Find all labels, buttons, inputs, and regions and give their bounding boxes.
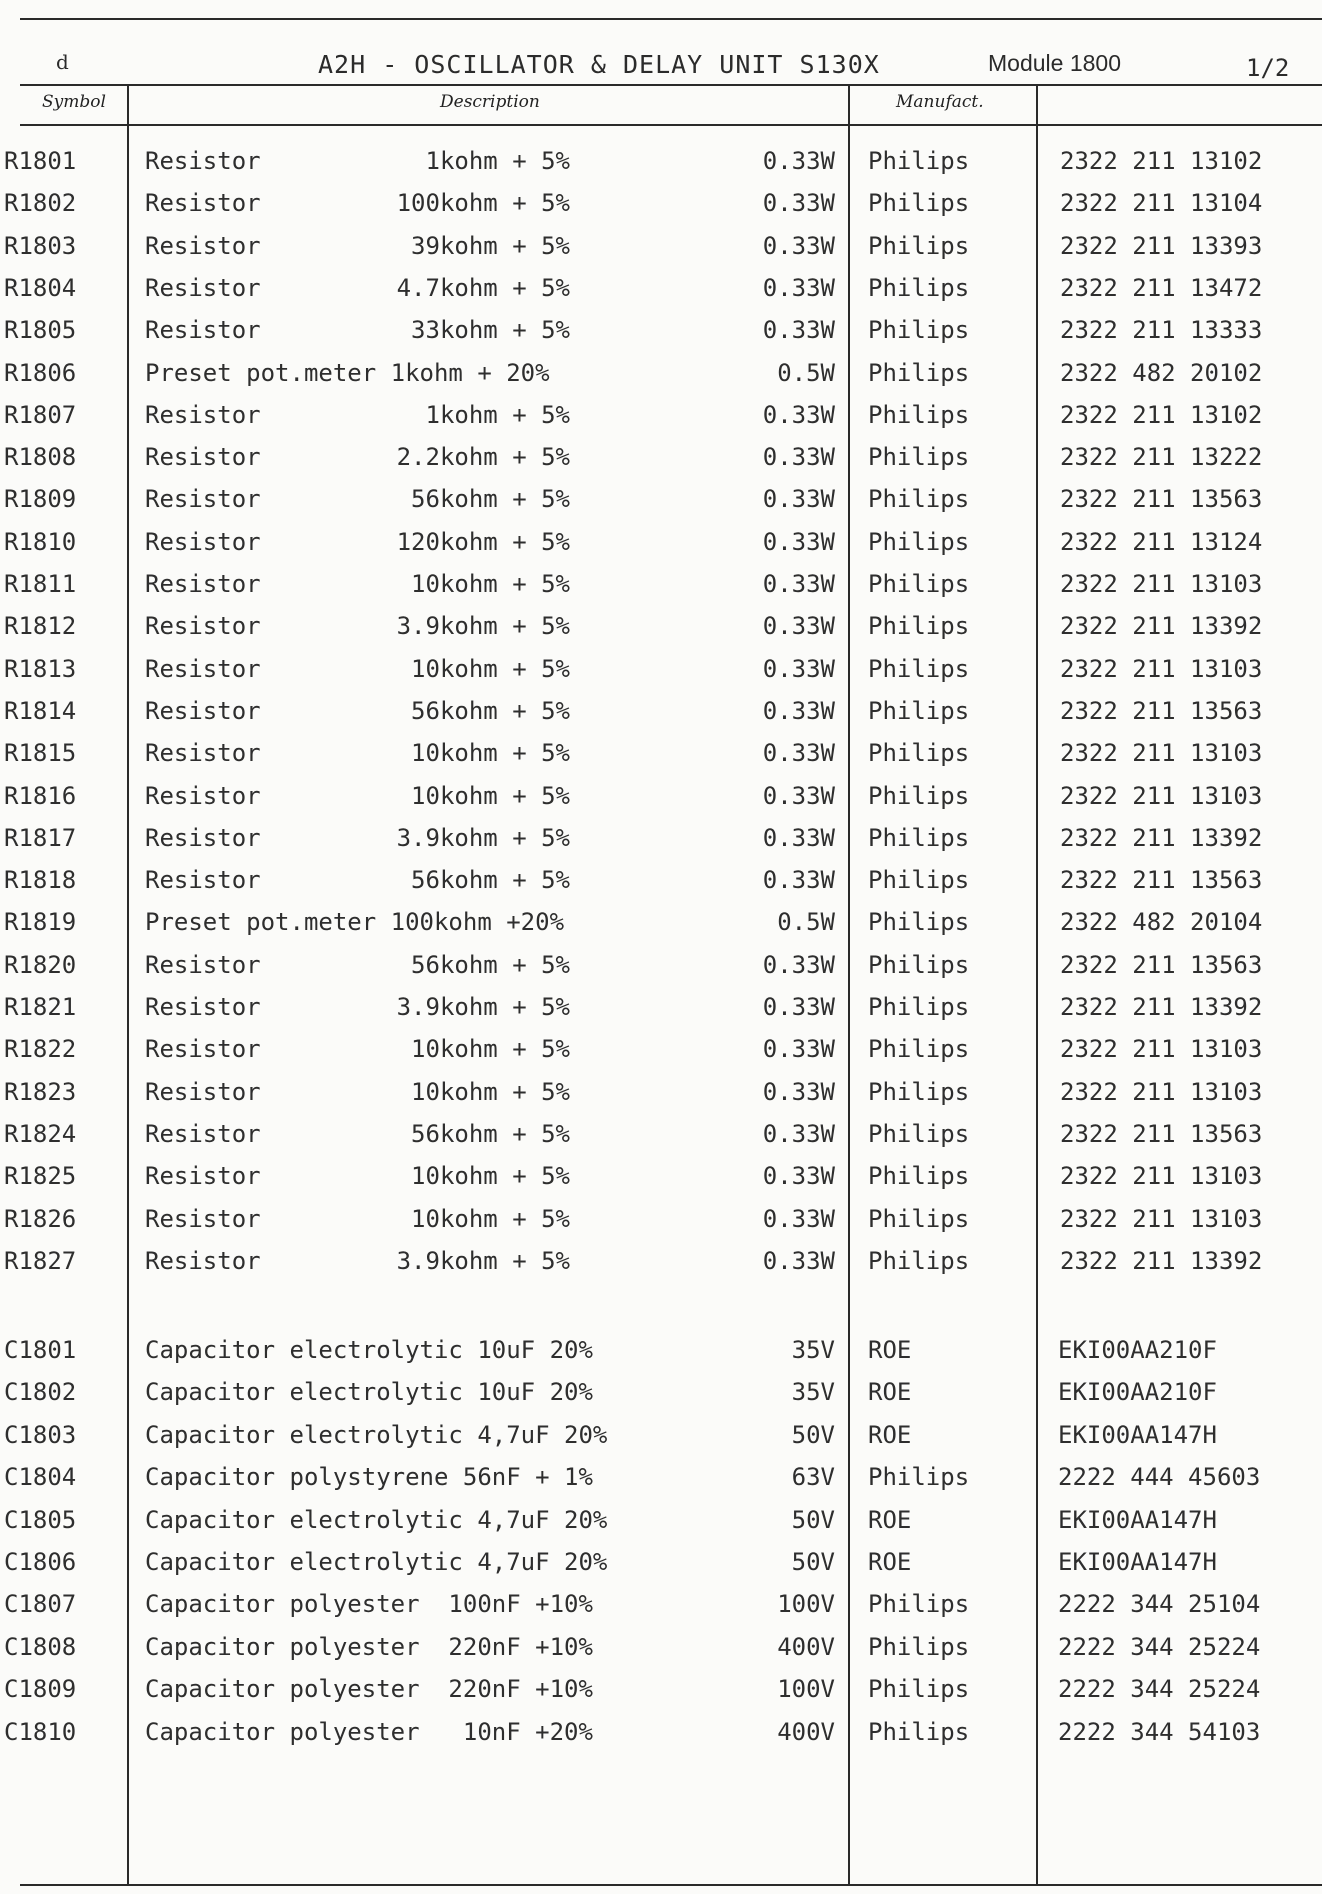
part-value: 1kohm + 5% — [425, 147, 570, 175]
part-row — [0, 780, 1322, 822]
part-symbol: R1804 — [4, 273, 77, 302]
part-row — [0, 610, 1322, 652]
part-manufacturer: Philips — [868, 358, 970, 387]
part-row — [0, 483, 1322, 525]
part-manufacturer: Philips — [868, 1675, 970, 1704]
part-value: 33kohm + 5% — [411, 316, 570, 345]
part-manufacturer: Philips — [868, 1717, 970, 1746]
part-rating: 0.33W — [762, 316, 835, 345]
part-code: 2322 211 13102 — [1060, 147, 1263, 175]
part-value: 39kohm + 5% — [411, 231, 570, 260]
part-row — [0, 1419, 1322, 1461]
part-type: Resistor — [145, 189, 261, 218]
part-code: 2222 344 54103 — [1058, 1717, 1261, 1746]
part-symbol: R1823 — [4, 1077, 77, 1106]
part-description: Capacitor polyester 100nF +10% — [145, 1590, 593, 1619]
part-symbol: C1802 — [4, 1378, 77, 1407]
part-manufacturer: Philips — [868, 781, 970, 810]
part-value: 10kohm + 5% — [411, 781, 570, 810]
part-value: 10kohm + 5% — [411, 1035, 570, 1064]
part-symbol: C1806 — [4, 1548, 77, 1576]
part-rating: 0.33W — [762, 696, 835, 725]
part-manufacturer: Philips — [868, 739, 970, 768]
part-manufacturer: Philips — [868, 1463, 970, 1492]
part-type: Resistor — [145, 1246, 261, 1275]
part-code: EKI00AA147H — [1058, 1505, 1217, 1534]
part-value: 4.7kohm + 5% — [396, 273, 570, 302]
part-type: Resistor — [145, 485, 261, 514]
part-symbol: R1822 — [4, 1035, 77, 1064]
part-symbol: R1816 — [4, 781, 77, 810]
part-row — [0, 399, 1322, 441]
part-value: 56kohm + 5% — [411, 485, 570, 514]
part-manufacturer: Philips — [868, 443, 970, 472]
part-row — [0, 949, 1322, 991]
part-manufacturer: ROE — [868, 1378, 912, 1407]
part-manufacturer: Philips — [868, 527, 970, 556]
part-type: Resistor — [145, 823, 261, 852]
part-code: 2222 344 25224 — [1058, 1675, 1261, 1704]
part-manufacturer: Philips — [868, 485, 970, 514]
part-value: 10kohm + 5% — [411, 654, 570, 683]
part-row — [0, 272, 1322, 314]
part-code: 2322 211 13103 — [1060, 781, 1263, 810]
part-type: Resistor — [145, 316, 261, 345]
part-symbol: R1810 — [4, 527, 77, 556]
part-value: 3.9kohm + 5% — [396, 823, 570, 852]
part-code: 2322 482 20104 — [1060, 908, 1263, 937]
part-rating: 35V — [791, 1378, 835, 1407]
part-rating: 0.33W — [762, 993, 835, 1021]
part-manufacturer: ROE — [868, 1548, 912, 1576]
part-value: 56kohm + 5% — [411, 1119, 570, 1148]
part-row — [0, 1245, 1322, 1287]
part-manufacturer: Philips — [868, 316, 970, 345]
part-value: 3.9kohm + 5% — [396, 993, 570, 1021]
part-rating: 100V — [777, 1590, 835, 1619]
part-rating: 0.33W — [762, 950, 835, 979]
part-type: Resistor — [145, 443, 261, 472]
part-code: 2322 211 13393 — [1060, 231, 1263, 260]
part-code: 2222 444 45603 — [1058, 1463, 1261, 1492]
part-code: 2222 344 25104 — [1058, 1590, 1261, 1619]
part-rating: 0.33W — [762, 443, 835, 472]
part-rating: 0.33W — [762, 147, 835, 175]
part-row — [0, 1673, 1322, 1715]
part-manufacturer: Philips — [868, 1119, 970, 1148]
part-manufacturer: Philips — [868, 950, 970, 979]
part-rating: 0.5W — [777, 358, 835, 387]
part-type: Preset pot.meter 100kohm +20% — [145, 908, 565, 937]
part-row — [0, 653, 1322, 695]
part-symbol: C1801 — [4, 1336, 77, 1364]
part-manufacturer: Philips — [868, 612, 970, 641]
part-code: 2322 211 13103 — [1060, 739, 1263, 768]
part-row — [0, 695, 1322, 737]
part-rating: 0.33W — [762, 1204, 835, 1233]
part-value: 56kohm + 5% — [411, 866, 570, 895]
part-symbol: R1824 — [4, 1119, 77, 1148]
part-rating: 0.33W — [762, 866, 835, 895]
part-value: 100kohm + 5% — [396, 189, 570, 218]
part-row — [0, 1203, 1322, 1245]
part-type: Resistor — [145, 147, 261, 175]
part-symbol: C1808 — [4, 1632, 77, 1661]
part-value: 10kohm + 5% — [411, 739, 570, 768]
module-label: Module 1800 — [988, 50, 1121, 76]
bottom-rule — [20, 1884, 1322, 1886]
part-value: 120kohm + 5% — [396, 527, 570, 556]
part-rating: 35V — [791, 1336, 835, 1364]
part-row — [0, 906, 1322, 948]
part-symbol: C1810 — [4, 1717, 77, 1746]
part-symbol: R1815 — [4, 739, 77, 768]
part-row — [0, 822, 1322, 864]
column-header-symbol: Symbol — [42, 92, 106, 112]
part-manufacturer: Philips — [868, 189, 970, 218]
part-manufacturer: Philips — [868, 231, 970, 260]
part-value: 10kohm + 5% — [411, 1077, 570, 1106]
part-code: 2322 211 13563 — [1060, 950, 1263, 979]
part-description: Capacitor polystyrene 56nF + 1% — [145, 1463, 593, 1492]
column-header-rule — [20, 124, 1322, 126]
part-row — [0, 187, 1322, 229]
part-type: Resistor — [145, 1077, 261, 1106]
part-description: Capacitor electrolytic 4,7uF 20% — [145, 1548, 608, 1576]
part-rating: 0.33W — [762, 485, 835, 514]
part-row — [0, 1118, 1322, 1160]
corner-mark: d — [56, 50, 69, 74]
part-value: 3.9kohm + 5% — [396, 1246, 570, 1275]
part-row — [0, 1504, 1322, 1546]
part-symbol: R1814 — [4, 696, 77, 725]
part-code: 2322 211 13103 — [1060, 570, 1263, 598]
part-code: 2322 211 13563 — [1060, 696, 1263, 725]
top-rule — [20, 18, 1322, 20]
part-symbol: R1808 — [4, 443, 77, 472]
part-code: 2222 344 25224 — [1058, 1632, 1261, 1661]
part-symbol: R1802 — [4, 189, 77, 218]
part-manufacturer: Philips — [868, 654, 970, 683]
part-code: 2322 211 13103 — [1060, 654, 1263, 683]
part-rating: 0.33W — [762, 823, 835, 852]
part-manufacturer: Philips — [868, 1590, 970, 1619]
part-value: 1kohm + 5% — [425, 400, 570, 429]
part-row — [0, 1631, 1322, 1673]
part-symbol: R1807 — [4, 400, 77, 429]
part-row — [0, 1461, 1322, 1503]
part-code: 2322 211 13124 — [1060, 527, 1263, 556]
part-code: 2322 482 20102 — [1060, 358, 1263, 387]
part-description: Capacitor polyester 10nF +20% — [145, 1717, 593, 1746]
part-code: EKI00AA147H — [1058, 1548, 1217, 1576]
part-row — [0, 1376, 1322, 1418]
part-description: Capacitor electrolytic 10uF 20% — [145, 1378, 593, 1407]
part-manufacturer: Philips — [868, 1204, 970, 1233]
part-manufacturer: Philips — [868, 908, 970, 937]
part-symbol: R1820 — [4, 950, 77, 979]
part-symbol: R1817 — [4, 823, 77, 852]
part-symbol: R1809 — [4, 485, 77, 514]
part-row — [0, 314, 1322, 356]
part-symbol: R1801 — [4, 147, 77, 175]
part-code: 2322 211 13563 — [1060, 485, 1263, 514]
part-symbol: C1804 — [4, 1463, 77, 1492]
part-symbol: R1803 — [4, 231, 77, 260]
part-rating: 400V — [777, 1632, 835, 1661]
part-code: 2322 211 13333 — [1060, 316, 1263, 345]
part-row — [0, 441, 1322, 483]
part-manufacturer: Philips — [868, 823, 970, 852]
part-code: 2322 211 13563 — [1060, 866, 1263, 895]
part-rating: 0.33W — [762, 527, 835, 556]
part-row — [0, 1076, 1322, 1118]
part-value: 10kohm + 5% — [411, 1204, 570, 1233]
part-symbol: R1811 — [4, 570, 77, 598]
part-type: Resistor — [145, 993, 261, 1021]
part-code: 2322 211 13392 — [1060, 823, 1263, 852]
page-title: A2H - OSCILLATOR & DELAY UNIT S130X — [318, 50, 880, 79]
part-symbol: R1825 — [4, 1162, 77, 1191]
part-type: Resistor — [145, 781, 261, 810]
part-value: 2.2kohm + 5% — [396, 443, 570, 472]
part-rating: 0.33W — [762, 273, 835, 302]
part-type: Preset pot.meter 1kohm + 20% — [145, 358, 550, 387]
part-rating: 0.33W — [762, 739, 835, 768]
part-type: Resistor — [145, 231, 261, 260]
part-type: Resistor — [145, 1204, 261, 1233]
part-value: 3.9kohm + 5% — [396, 612, 570, 641]
part-description: Capacitor polyester 220nF +10% — [145, 1675, 593, 1704]
part-rating: 0.33W — [762, 781, 835, 810]
part-rating: 50V — [791, 1420, 835, 1449]
column-header-manufacturer: Manufact. — [896, 92, 984, 112]
part-manufacturer: Philips — [868, 1162, 970, 1191]
part-type: Resistor — [145, 1119, 261, 1148]
part-rating: 0.33W — [762, 654, 835, 683]
part-code: 2322 211 13392 — [1060, 1246, 1263, 1275]
part-code: 2322 211 13563 — [1060, 1119, 1263, 1148]
part-manufacturer: ROE — [868, 1336, 912, 1364]
part-symbol: R1806 — [4, 358, 77, 387]
part-manufacturer: ROE — [868, 1420, 912, 1449]
part-symbol: R1821 — [4, 993, 77, 1021]
part-type: Resistor — [145, 696, 261, 725]
part-row — [0, 1160, 1322, 1202]
part-value: 56kohm + 5% — [411, 696, 570, 725]
part-rating: 0.33W — [762, 400, 835, 429]
part-row — [0, 737, 1322, 779]
page-number: 1/2 — [1246, 54, 1290, 82]
part-type: Resistor — [145, 570, 261, 598]
part-row — [0, 145, 1322, 187]
part-row — [0, 864, 1322, 906]
part-row — [0, 568, 1322, 610]
part-row — [0, 1546, 1322, 1588]
part-rating: 0.33W — [762, 1119, 835, 1148]
part-code: 2322 211 13104 — [1060, 189, 1263, 218]
part-code: 2322 211 13392 — [1060, 993, 1263, 1021]
part-symbol: R1818 — [4, 866, 77, 895]
part-code: 2322 211 13392 — [1060, 612, 1263, 641]
part-row — [0, 991, 1322, 1033]
part-code: EKI00AA210F — [1058, 1378, 1217, 1407]
part-type: Resistor — [145, 400, 261, 429]
part-manufacturer: Philips — [868, 1246, 970, 1275]
part-code: 2322 211 13222 — [1060, 443, 1263, 472]
part-description: Capacitor electrolytic 4,7uF 20% — [145, 1505, 608, 1534]
column-header-description: Description — [440, 92, 540, 112]
part-symbol: C1805 — [4, 1505, 77, 1534]
part-rating: 0.33W — [762, 231, 835, 260]
part-rating: 50V — [791, 1505, 835, 1534]
part-symbol: R1827 — [4, 1246, 77, 1275]
part-symbol: R1826 — [4, 1204, 77, 1233]
part-rating: 0.33W — [762, 570, 835, 598]
part-rating: 0.33W — [762, 1077, 835, 1106]
part-manufacturer: Philips — [868, 1035, 970, 1064]
part-code: 2322 211 13103 — [1060, 1204, 1263, 1233]
part-code: EKI00AA147H — [1058, 1420, 1217, 1449]
part-type: Resistor — [145, 950, 261, 979]
part-symbol: C1803 — [4, 1420, 77, 1449]
part-code: 2322 211 13103 — [1060, 1162, 1263, 1191]
part-code: EKI00AA210F — [1058, 1336, 1217, 1364]
part-code: 2322 211 13103 — [1060, 1077, 1263, 1106]
part-rating: 0.33W — [762, 1035, 835, 1064]
part-symbol: R1819 — [4, 908, 77, 937]
part-type: Resistor — [145, 612, 261, 641]
part-manufacturer: Philips — [868, 147, 970, 175]
part-symbol: R1813 — [4, 654, 77, 683]
part-manufacturer: ROE — [868, 1505, 912, 1534]
part-manufacturer: Philips — [868, 1632, 970, 1661]
part-symbol: R1812 — [4, 612, 77, 641]
part-code: 2322 211 13472 — [1060, 273, 1263, 302]
part-value: 10kohm + 5% — [411, 570, 570, 598]
part-rating: 0.5W — [777, 908, 835, 937]
part-manufacturer: Philips — [868, 993, 970, 1021]
part-row — [0, 357, 1322, 399]
part-manufacturer: Philips — [868, 696, 970, 725]
part-description: Capacitor polyester 220nF +10% — [145, 1632, 593, 1661]
part-rating: 100V — [777, 1675, 835, 1704]
part-symbol: R1805 — [4, 316, 77, 345]
part-description: Capacitor electrolytic 4,7uF 20% — [145, 1420, 608, 1449]
part-type: Resistor — [145, 1162, 261, 1191]
part-row — [0, 230, 1322, 272]
part-symbol: C1809 — [4, 1675, 77, 1704]
header-rule — [20, 84, 1322, 86]
part-type: Resistor — [145, 527, 261, 556]
part-rating: 0.33W — [762, 189, 835, 218]
part-rating: 0.33W — [762, 1162, 835, 1191]
part-value: 56kohm + 5% — [411, 950, 570, 979]
part-row — [0, 1716, 1322, 1758]
part-type: Resistor — [145, 866, 261, 895]
part-rating: 0.33W — [762, 1246, 835, 1275]
part-row — [0, 1033, 1322, 1075]
part-code: 2322 211 13102 — [1060, 400, 1263, 429]
part-description: Capacitor electrolytic 10uF 20% — [145, 1336, 593, 1364]
part-manufacturer: Philips — [868, 400, 970, 429]
part-rating: 63V — [791, 1463, 835, 1492]
part-manufacturer: Philips — [868, 1077, 970, 1106]
part-code: 2322 211 13103 — [1060, 1035, 1263, 1064]
part-type: Resistor — [145, 1035, 261, 1064]
part-manufacturer: Philips — [868, 866, 970, 895]
part-row — [0, 526, 1322, 568]
part-manufacturer: Philips — [868, 273, 970, 302]
part-rating: 0.33W — [762, 612, 835, 641]
part-value: 10kohm + 5% — [411, 1162, 570, 1191]
part-row — [0, 1588, 1322, 1630]
part-rating: 400V — [777, 1717, 835, 1746]
part-row — [0, 1334, 1322, 1376]
part-rating: 50V — [791, 1548, 835, 1576]
part-symbol: C1807 — [4, 1590, 77, 1619]
part-type: Resistor — [145, 654, 261, 683]
part-type: Resistor — [145, 739, 261, 768]
part-manufacturer: Philips — [868, 570, 970, 598]
part-type: Resistor — [145, 273, 261, 302]
